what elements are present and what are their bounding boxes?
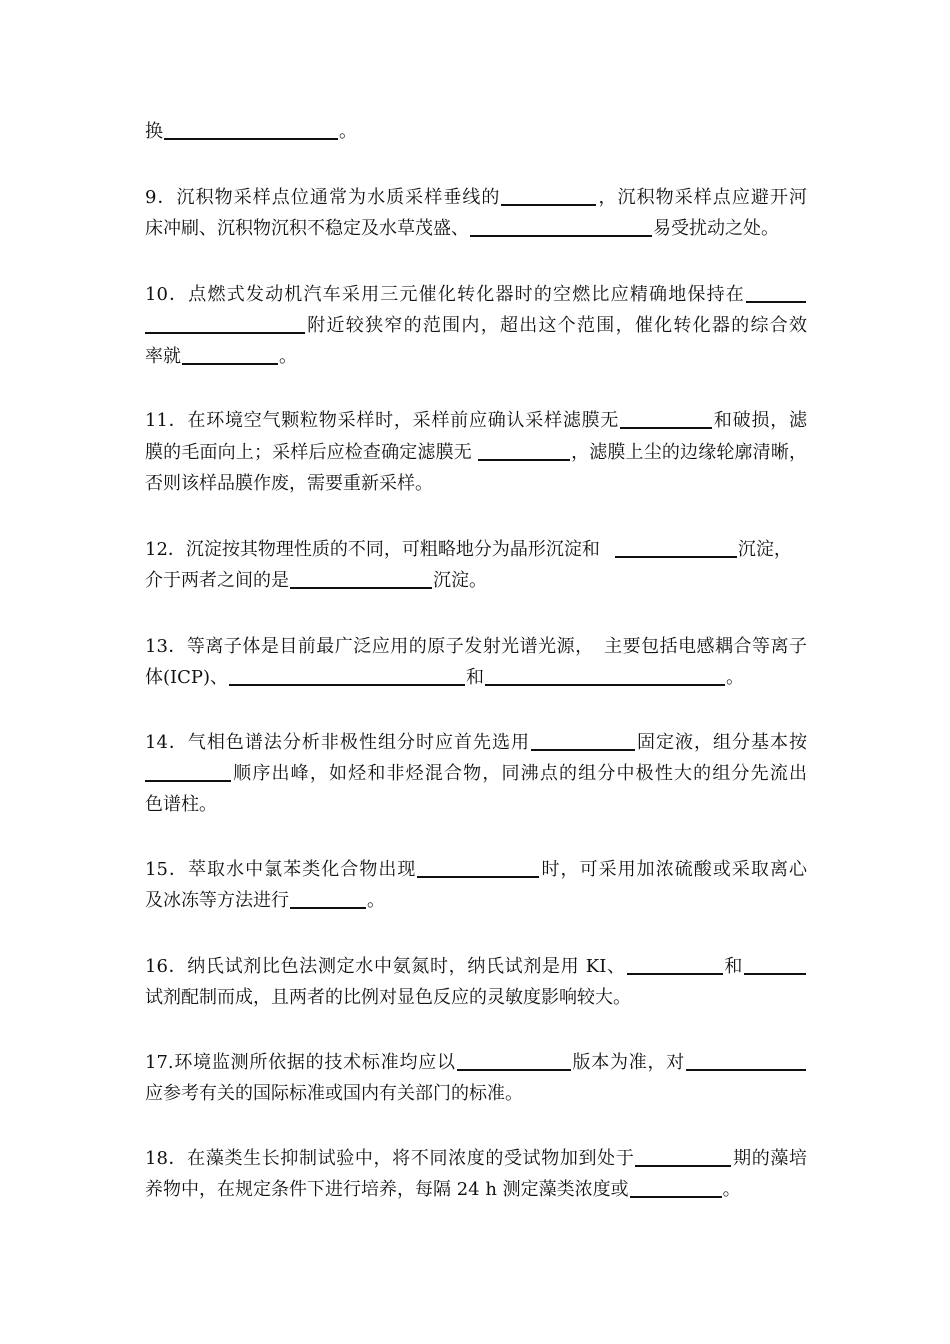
answer-blank[interactable] — [164, 138, 338, 140]
answer-blank[interactable] — [457, 1069, 571, 1071]
answer-blank[interactable] — [290, 587, 432, 589]
question-11-line-1 — [145, 406, 807, 436]
question-8-tail — [145, 117, 807, 147]
text: 色谱柱。 — [145, 794, 217, 815]
text: 固定液，组分基本按 — [635, 732, 807, 753]
text: 和破损，滤 — [713, 410, 808, 431]
answer-blank[interactable] — [417, 876, 539, 878]
question-16-line-2 — [145, 983, 807, 1013]
text: 应参考有关的国际标准或国内有关部门的标准。 — [145, 1083, 523, 1104]
answer-blank[interactable] — [627, 973, 723, 975]
question-15-line-2 — [145, 886, 807, 916]
question-14-line-3 — [145, 790, 807, 820]
question-12-line-2 — [145, 566, 807, 596]
question-17-line-2 — [145, 1079, 807, 1109]
text: 易受扰动之处。 — [653, 218, 779, 239]
text: 及冰冻等方法进行 — [145, 890, 289, 911]
answer-blank[interactable] — [182, 363, 278, 365]
answer-blank[interactable] — [630, 1196, 722, 1198]
text: 介于两者之间的是 — [145, 570, 289, 591]
text: 沉淀， — [737, 539, 792, 560]
text: 试剂配制而成，且两者的比例对显色反应的灵敏度影响较大。 — [145, 987, 631, 1008]
question-9-line-2 — [145, 214, 807, 244]
text: 时，可采用加浓硫酸或采取离心 — [540, 859, 807, 880]
text: 9．沉积物采样点位通常为水质采样垂线的 — [145, 187, 501, 208]
answer-blank[interactable] — [145, 332, 305, 334]
text: 16．纳氏试剂比色法测定水中氨氮时，纳氏试剂是用 KI、 — [145, 956, 626, 977]
question-10-line-1 — [145, 280, 807, 310]
question-18-line-1 — [145, 1144, 807, 1174]
text: 和 — [723, 956, 743, 977]
question-14-line-1 — [145, 728, 807, 758]
text: 。 — [339, 121, 357, 142]
text: 。 — [726, 667, 745, 688]
text: ，滤膜上尘的边缘轮廓清晰， — [570, 442, 808, 463]
text: 17.环境监测所依据的技术标准均应以 — [145, 1052, 456, 1073]
answer-blank[interactable] — [615, 556, 737, 558]
text: 。 — [722, 1179, 741, 1200]
answer-blank[interactable] — [686, 1069, 806, 1071]
text: 10．点燃式发动机汽车采用三元催化转化器时的空燃比应精确地保持在 — [145, 284, 745, 305]
answer-blank[interactable] — [145, 780, 231, 782]
question-9-line-1 — [145, 183, 807, 213]
question-17-line-1 — [145, 1048, 807, 1078]
text: ，沉积物采样点应避开河 — [597, 187, 808, 208]
text: 附近较狭窄的范围内，超出这个范围，催化转化器的综合效 — [306, 315, 807, 336]
text: 14．气相色谱法分析非极性组分时应首先选用 — [145, 732, 530, 753]
text: 养物中，在规定条件下进行培养，每隔 24 h 测定藻类浓度或 — [145, 1179, 629, 1200]
text: 膜的毛面向上；采样后应检查确定滤膜无 — [145, 442, 472, 463]
question-11-line-2 — [145, 438, 807, 468]
question-18-line-2 — [145, 1175, 807, 1205]
text: 否则该样品膜作废，需要重新采样。 — [145, 473, 433, 494]
text: 版本为准，对 — [571, 1052, 686, 1073]
text: 沉淀。 — [433, 570, 487, 591]
text: 期的藻培 — [732, 1148, 807, 1169]
text: 13．等离子体是目前最广泛应用的原子发射光谱光源， — [145, 636, 594, 657]
answer-blank[interactable] — [620, 427, 712, 429]
text: 。 — [367, 890, 385, 911]
question-13-line-1 — [145, 632, 807, 662]
answer-blank[interactable] — [478, 459, 570, 461]
text: 率就 — [145, 346, 181, 367]
answer-blank[interactable] — [290, 907, 366, 909]
answer-blank[interactable] — [635, 1165, 731, 1167]
text: 。 — [279, 346, 297, 367]
text: 体(ICP)、 — [145, 667, 229, 688]
answer-blank[interactable] — [744, 973, 806, 975]
text: 换 — [145, 121, 163, 142]
answer-blank[interactable] — [501, 204, 596, 206]
answer-blank[interactable] — [531, 749, 635, 751]
question-13-line-2 — [145, 663, 807, 693]
question-14-line-2 — [145, 759, 807, 789]
answer-blank[interactable] — [229, 684, 465, 686]
text: 18．在藻类生长抑制试验中，将不同浓度的受试物加到处于 — [145, 1148, 635, 1169]
question-11-line-3 — [145, 469, 807, 499]
question-16-line-1 — [145, 952, 807, 982]
text: 15．萃取水中氯苯类化合物出现 — [145, 859, 417, 880]
text: 11．在环境空气颗粒物采样时，采样前应确认采样滤膜无 — [145, 410, 620, 431]
text: 和 — [466, 667, 485, 688]
answer-blank[interactable] — [470, 235, 652, 237]
text: 床冲刷、沉积物沉积不稳定及水草茂盛、 — [145, 218, 469, 239]
text: 顺序出峰，如烃和非烃混合物，同沸点的组分中极性大的组分先流出 — [232, 763, 807, 784]
question-10-line-2 — [145, 311, 807, 341]
question-15-line-1 — [145, 855, 807, 885]
text: 12．沉淀按其物理性质的不同，可粗略地分为晶形沉淀和 — [145, 539, 600, 560]
text: 主要包括电感耦合等离子 — [603, 636, 807, 657]
question-12-line-1 — [145, 535, 807, 565]
answer-blank[interactable] — [746, 301, 806, 303]
answer-blank[interactable] — [485, 684, 725, 686]
question-10-line-3 — [145, 342, 807, 372]
